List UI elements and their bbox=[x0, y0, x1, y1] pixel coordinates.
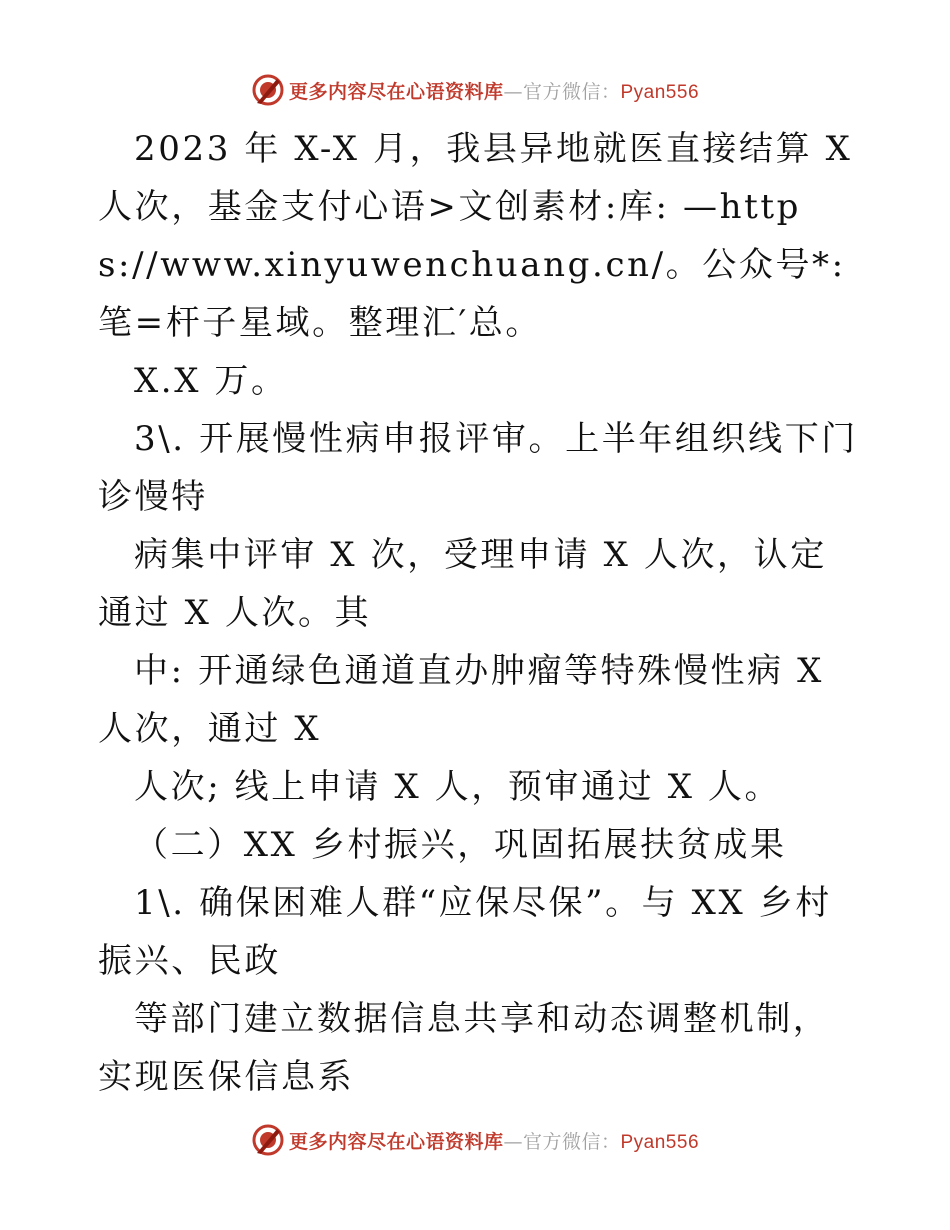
quill-seal-icon bbox=[251, 73, 285, 107]
paragraph-4: 病集中评审 X 次，受理申请 X 人次，认定通过 X 人次。其 bbox=[98, 535, 827, 633]
document-body bbox=[98, 120, 858, 1106]
watermark-dash: — bbox=[503, 80, 523, 103]
watermark-main-text: 更多内容尽在心语资料库 bbox=[288, 80, 504, 103]
paragraph-6: 人次; 线上申请 X 人，预审通过 X 人。 bbox=[134, 767, 782, 807]
watermark-sub-text: 官方微信： bbox=[522, 1130, 621, 1153]
watermark-wechat-id: Pyan556 bbox=[620, 81, 700, 103]
watermark-main-text: 更多内容尽在心语资料库 bbox=[288, 1130, 504, 1153]
watermark-text bbox=[289, 1127, 699, 1154]
quill-seal-icon bbox=[251, 1123, 285, 1157]
section-heading: （二）XX 乡村振兴，巩固拓展扶贫成果 bbox=[134, 825, 787, 865]
paragraph-1: 2023 年 X-X 月，我县异地就医直接结算 X 人次，基金支付心语>文创素材:库: —https://www.xinyuwenchuang.cn/。公众号*: 笔=杆子星域。整理汇′总。 bbox=[98, 129, 853, 343]
watermark-wechat-id: Pyan556 bbox=[620, 1131, 700, 1153]
paragraph-7: 1\. 确保困难人群“应保尽保”。与 XX 乡村振兴、民政 bbox=[98, 883, 832, 981]
watermark-sub-text: 官方微信： bbox=[522, 80, 621, 103]
footer-watermark bbox=[0, 1122, 950, 1158]
paragraph-8: 等部门建立数据信息共享和动态调整机制，实现医保信息系 bbox=[98, 999, 830, 1097]
paragraph-3: 3\. 开展慢性病申报评审。上半年组织线下门诊慢特 bbox=[98, 419, 858, 517]
watermark-text bbox=[289, 77, 699, 104]
paragraph-5: 中: 开通绿色通道直办肿瘤等特殊慢性病 X 人次，通过 X bbox=[98, 651, 824, 749]
watermark-dash: — bbox=[503, 1130, 523, 1153]
header-watermark bbox=[0, 72, 950, 108]
paragraph-2: X.X 万。 bbox=[134, 361, 288, 401]
